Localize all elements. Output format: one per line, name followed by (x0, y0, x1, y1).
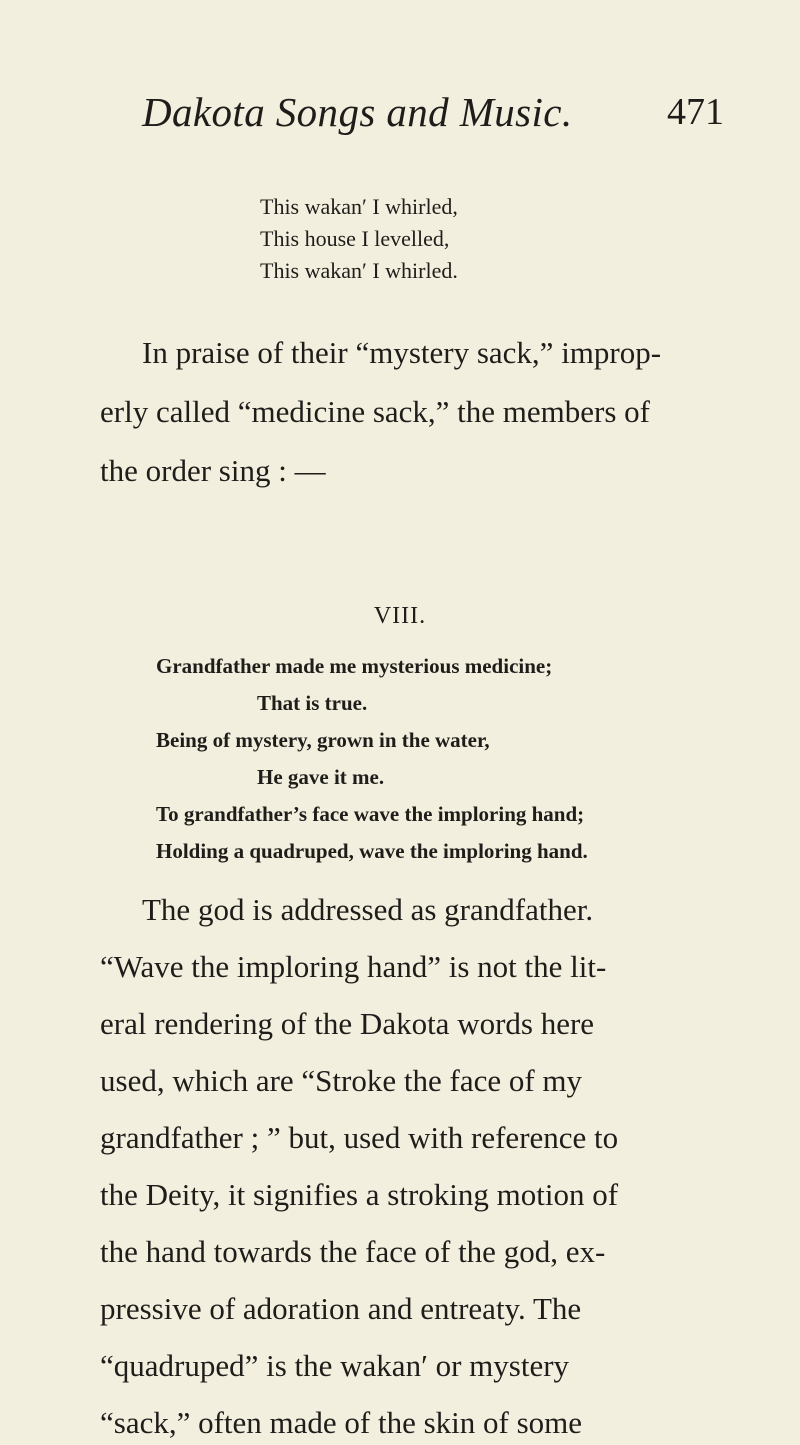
section-heading: VIII. (373, 603, 427, 629)
paragraph-line: the hand towards the face of the god, ex- (100, 1234, 606, 1269)
poem-line: That is true. (257, 691, 368, 715)
paragraph-line: “quadruped” is the wakan′ or mystery (100, 1348, 570, 1383)
verse-line: This house I levelled, (260, 226, 450, 251)
page-number: 471 (667, 91, 724, 133)
running-head (0, 88, 800, 148)
paragraph-line: used, which are “Stroke the face of my (100, 1063, 583, 1098)
running-title: Dakota Songs and Music. (142, 89, 573, 135)
verse-line: This wakan′ I whirled. (260, 258, 458, 283)
paragraph-line: “sack,” often made of the skin of some (100, 1405, 583, 1440)
poem-line: He gave it me. (257, 765, 385, 789)
paragraph-line: The god is addressed as grandfather. (142, 892, 594, 927)
poem-line: Being of mystery, grown in the water, (156, 728, 490, 752)
poem-line: Grandfather made me mysterious medicine; (156, 654, 553, 678)
paragraph-line: In praise of their “mystery sack,” improp- (142, 335, 662, 370)
paragraph-line: erly called “medicine sack,” the members of (100, 394, 650, 429)
paragraph-line: eral rendering of the Dakota words here (100, 1006, 595, 1041)
verse-line: This wakan′ I whirled, (260, 194, 458, 219)
poem-line: Holding a quadruped, wave the imploring hand. (156, 839, 588, 863)
paragraph-line: pressive of adoration and entreaty. The (100, 1291, 582, 1326)
paragraph-line: grandfather ; ” but, used with reference to (100, 1120, 619, 1155)
paragraph-line: “Wave the imploring hand” is not the lit- (100, 949, 607, 984)
paragraph-line: the order sing : — (100, 453, 326, 488)
paragraph-line: the Deity, it signifies a stroking motion of (100, 1177, 619, 1212)
poem-line: To grandfather’s face wave the imploring hand; (156, 802, 585, 826)
